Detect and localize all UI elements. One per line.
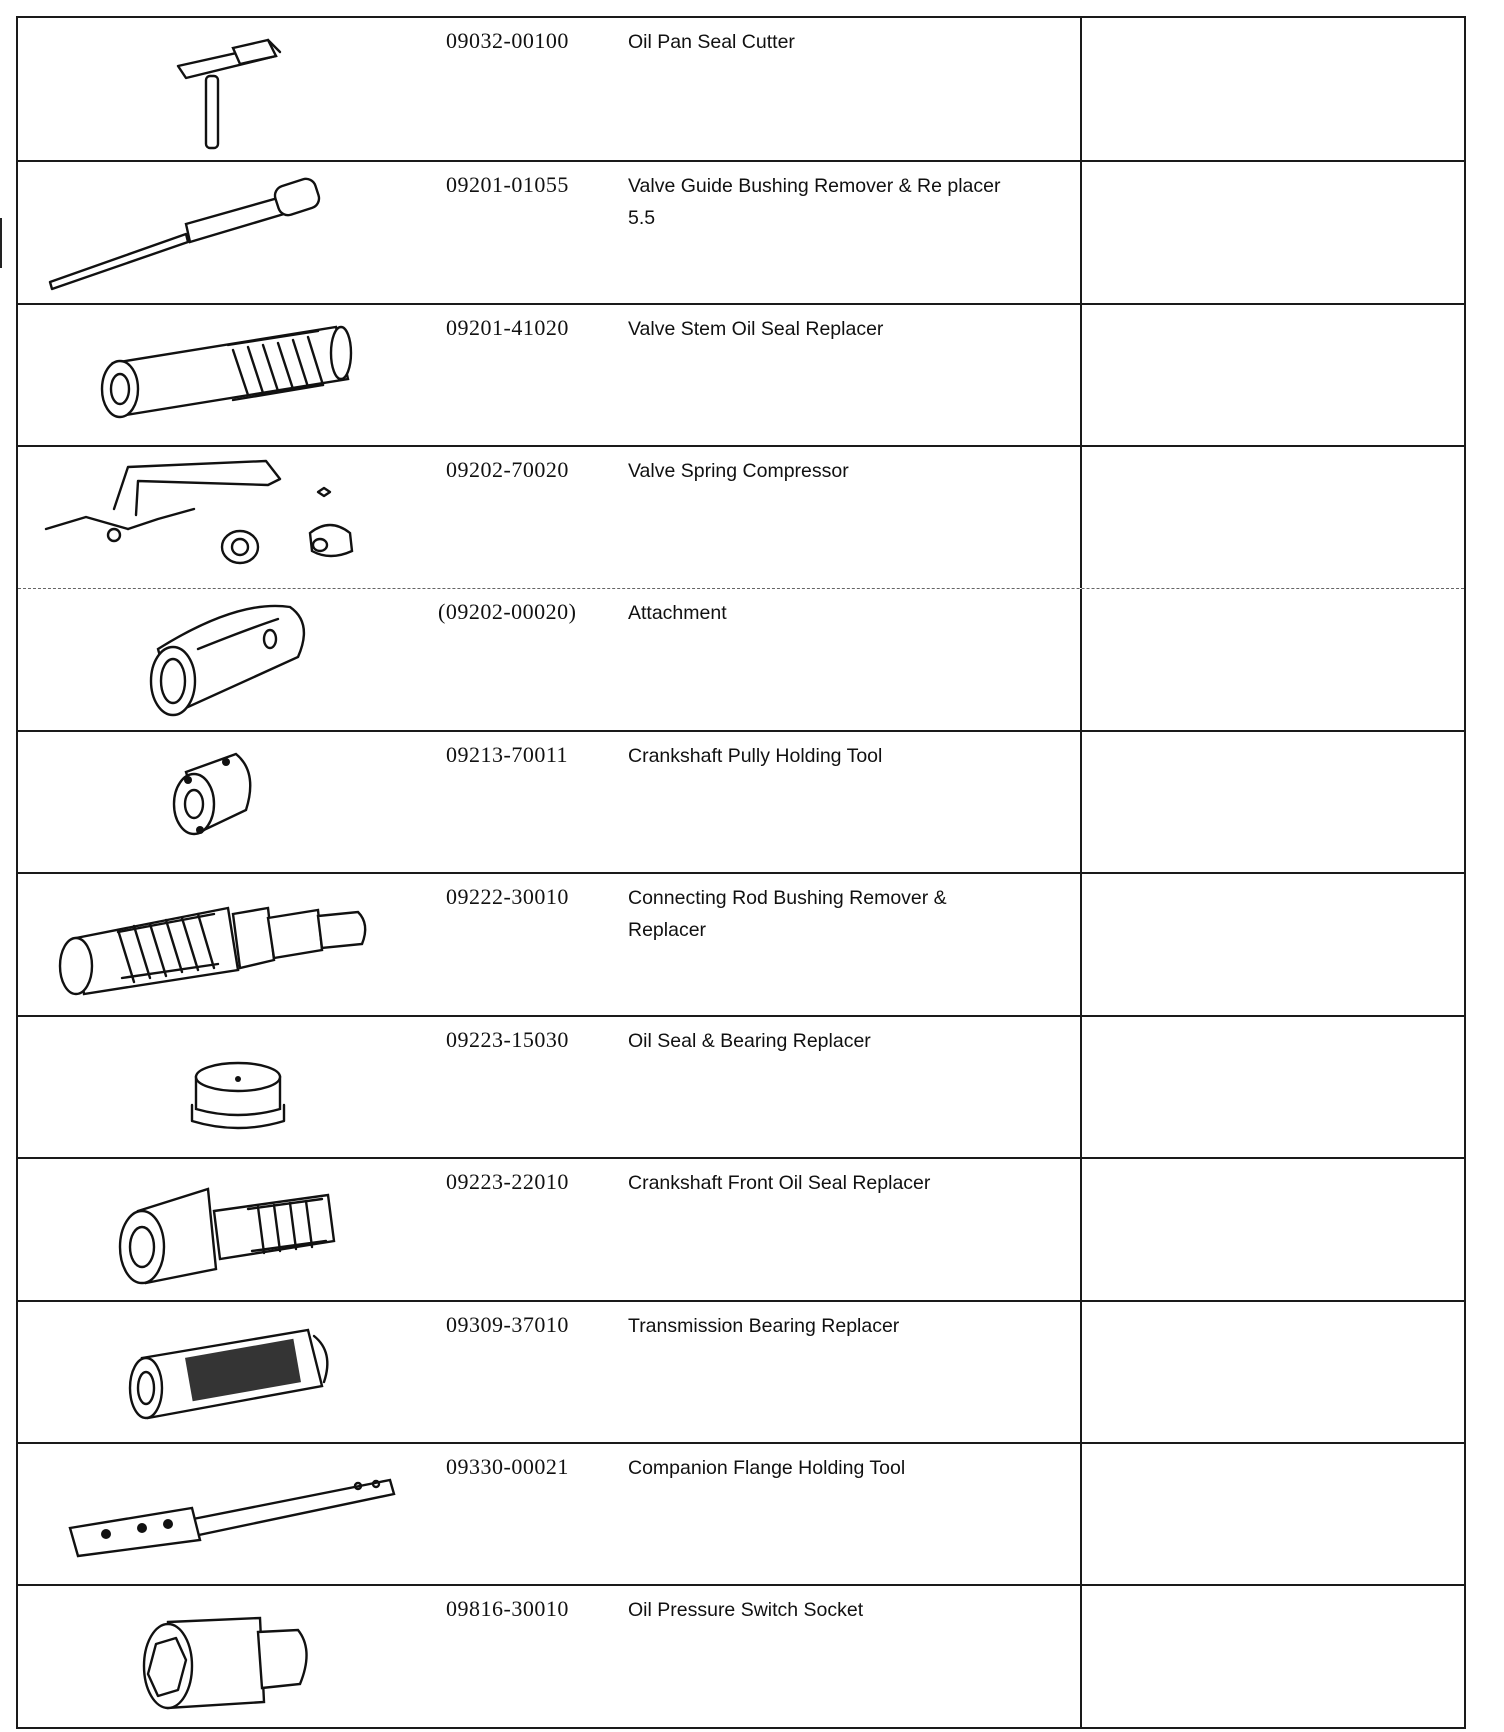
notes-cell (1080, 1444, 1464, 1584)
part-number: 09223-22010 (446, 1169, 569, 1195)
margin-mark (0, 218, 2, 268)
tool-row (18, 588, 1464, 730)
crankshaft-pulley-holding-tool-icon (18, 732, 438, 872)
tool-row (18, 1442, 1464, 1584)
valve-guide-bushing-remover-icon (18, 162, 438, 302)
part-number: 09202-70020 (446, 457, 569, 483)
notes-cell (1080, 732, 1464, 872)
tool-name: Oil Seal & Bearing Replacer (628, 1029, 871, 1052)
notes-cell (1080, 305, 1464, 445)
notes-cell (1080, 447, 1464, 587)
part-number: 09222-30010 (446, 884, 569, 910)
tool-name: Transmission Bearing Replacer (628, 1314, 900, 1337)
tool-row (18, 1584, 1464, 1726)
part-number: 09201-01055 (446, 172, 569, 198)
tool-name: Crankshaft Front Oil Seal Replacer (628, 1172, 931, 1195)
oil-seal-bearing-replacer-icon (18, 1017, 438, 1157)
notes-cell (1080, 1586, 1464, 1726)
tool-row (18, 445, 1464, 587)
tool-row (18, 18, 1464, 160)
notes-cell (1080, 162, 1464, 302)
valve-spring-compressor-icon (18, 447, 438, 587)
part-number: 09309-37010 (446, 1311, 569, 1337)
tool-name: Valve Spring Compressor (628, 460, 849, 483)
oil-pressure-switch-socket-icon (18, 1586, 438, 1726)
notes-cell (1080, 589, 1464, 730)
notes-cell (1080, 1302, 1464, 1442)
part-number: 09816-30010 (446, 1596, 569, 1622)
connecting-rod-bushing-remover-icon (18, 874, 438, 1014)
tool-name: Crankshaft Pully Holding Tool (628, 744, 883, 767)
transmission-bearing-replacer-icon (18, 1302, 438, 1442)
valve-stem-oil-seal-replacer-icon (18, 305, 438, 445)
part-number: 09201-41020 (446, 314, 569, 340)
tool-name: Oil Pressure Switch Socket (628, 1599, 864, 1622)
part-number: 09223-15030 (446, 1026, 569, 1052)
oil-pan-seal-cutter-icon (18, 18, 438, 160)
tool-row (18, 303, 1464, 445)
tool-name: Connecting Rod Bushing Remover & Replacer (628, 887, 947, 942)
tool-row (18, 730, 1464, 872)
companion-flange-holding-tool-icon (18, 1444, 438, 1584)
tool-row (18, 872, 1464, 1014)
part-number: 09032-00100 (446, 28, 569, 53)
notes-cell (1080, 18, 1464, 160)
tool-row (18, 1157, 1464, 1299)
tool-name: Oil Pan Seal Cutter (628, 31, 795, 53)
tool-row (18, 1300, 1464, 1442)
crankshaft-front-oil-seal-replacer-icon (18, 1159, 438, 1299)
attachment-icon (18, 589, 438, 730)
tool-name: Valve Guide Bushing Remover & Re placer 5.5 (628, 175, 1001, 230)
tool-name: Attachment (628, 601, 727, 624)
notes-cell (1080, 874, 1464, 1014)
special-service-tools-table (16, 16, 1466, 1729)
tool-row (18, 160, 1464, 302)
part-number: (09202-00020) (438, 598, 577, 624)
tool-name: Companion Flange Holding Tool (628, 1456, 906, 1479)
notes-cell (1080, 1017, 1464, 1157)
tool-row (18, 1015, 1464, 1157)
notes-cell (1080, 1159, 1464, 1299)
tool-name: Valve Stem Oil Seal Replacer (628, 317, 884, 340)
part-number: 09330-00021 (446, 1453, 569, 1479)
part-number: 09213-70011 (446, 741, 569, 767)
